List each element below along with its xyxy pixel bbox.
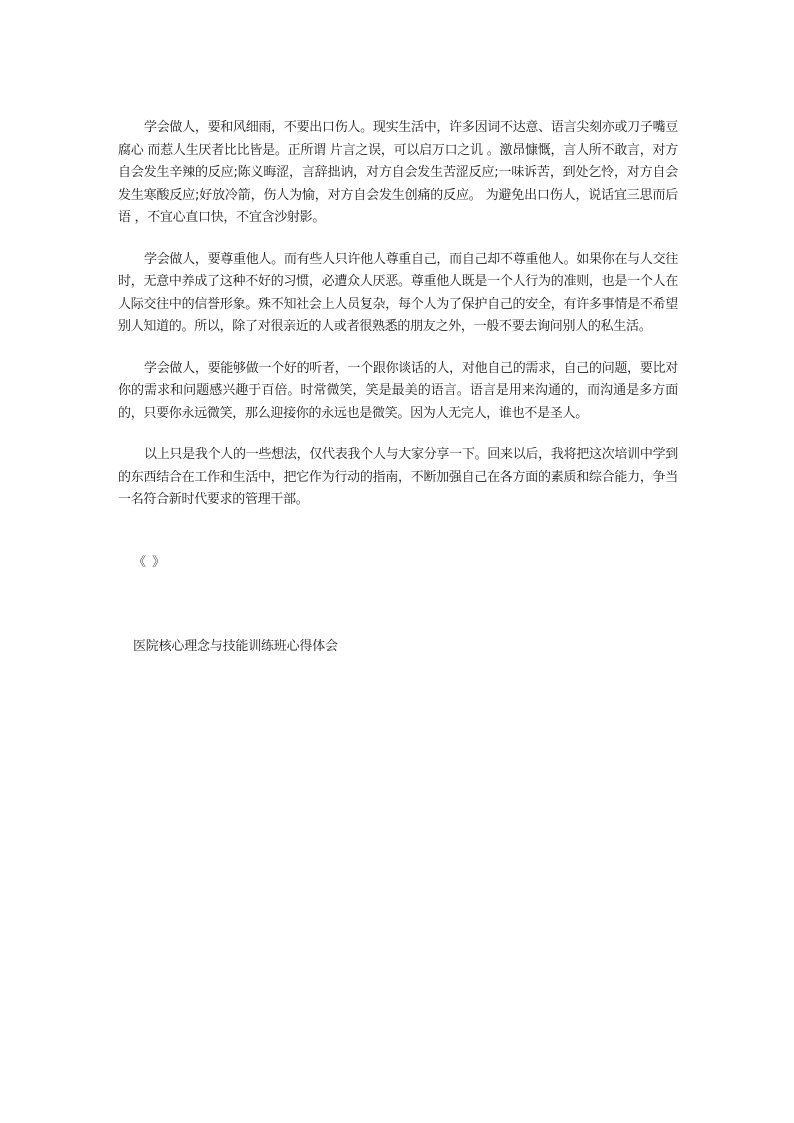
paragraph-2: 学会做人，要尊重他人。而有些人只许他人尊重自己，而自己却不尊重他人。如果你在与人交往时，无意中养成了这种不好的习惯，必遭众人厌恶。尊重他人既是一个人行为的准则，也是一个人在人际交往中的信誉形象。殊不知社会上人员复杂，每个人为了保护自己的安全，有许多事情是不希望别人知道的。所以，除了对很亲近的人或者很熟悉的朋友之外，一般不要去询问别人的私生活。 (118, 251, 678, 334)
related-article-title[interactable]: 医院核心理念与技能训练班心得体会 (133, 639, 338, 654)
prev-next-links[interactable]: 《 》 (133, 555, 167, 570)
paragraph-1: 学会做人，要和风细雨，不要出口伤人。现实生活中，许多因词不达意、语言尖刻亦或刀子嘴豆腐心 而惹人生厌者比比皆是。正所谓 片言之误，可以启万口之讥 。激昂慷慨，言人所不敢言，对方自会发生辛辣的反应;陈义晦涩，言辞拙讷，对方自会发生苦涩反应;一味诉苦，到处乞怜，对方自会发生寒酸反应;好放冷箭，伤人为愉，对方自会发生创痛的反应。 为避免出口伤人，说话宜三思而后 语 ，不宜心直口快，不宜含沙射影。 (118, 120, 678, 225)
paragraph-3: 学会做人，要能够做一个好的听者，一个跟你谈话的人，对他自己的需求，自己的问题，要比对你的需求和问题感兴趣于百倍。时常微笑，笑是最美的语言。语言是用来沟通的，而沟通是多方面的，只要你永远微笑，那么迎接你的永远也是微笑。因为人无完人，谁也不是圣人。 (118, 360, 678, 421)
document-body (118, 117, 678, 531)
paragraph-4: 以上只是我个人的一些想法，仅代表我个人与大家分享一下。回来以后，我将把这次培训中学到的东西结合在工作和生活中，把它作为行动的指南，不断加强自己在各方面的素质和综合能力，争当一名符合新时代要求的管理干部。 (118, 447, 678, 507)
